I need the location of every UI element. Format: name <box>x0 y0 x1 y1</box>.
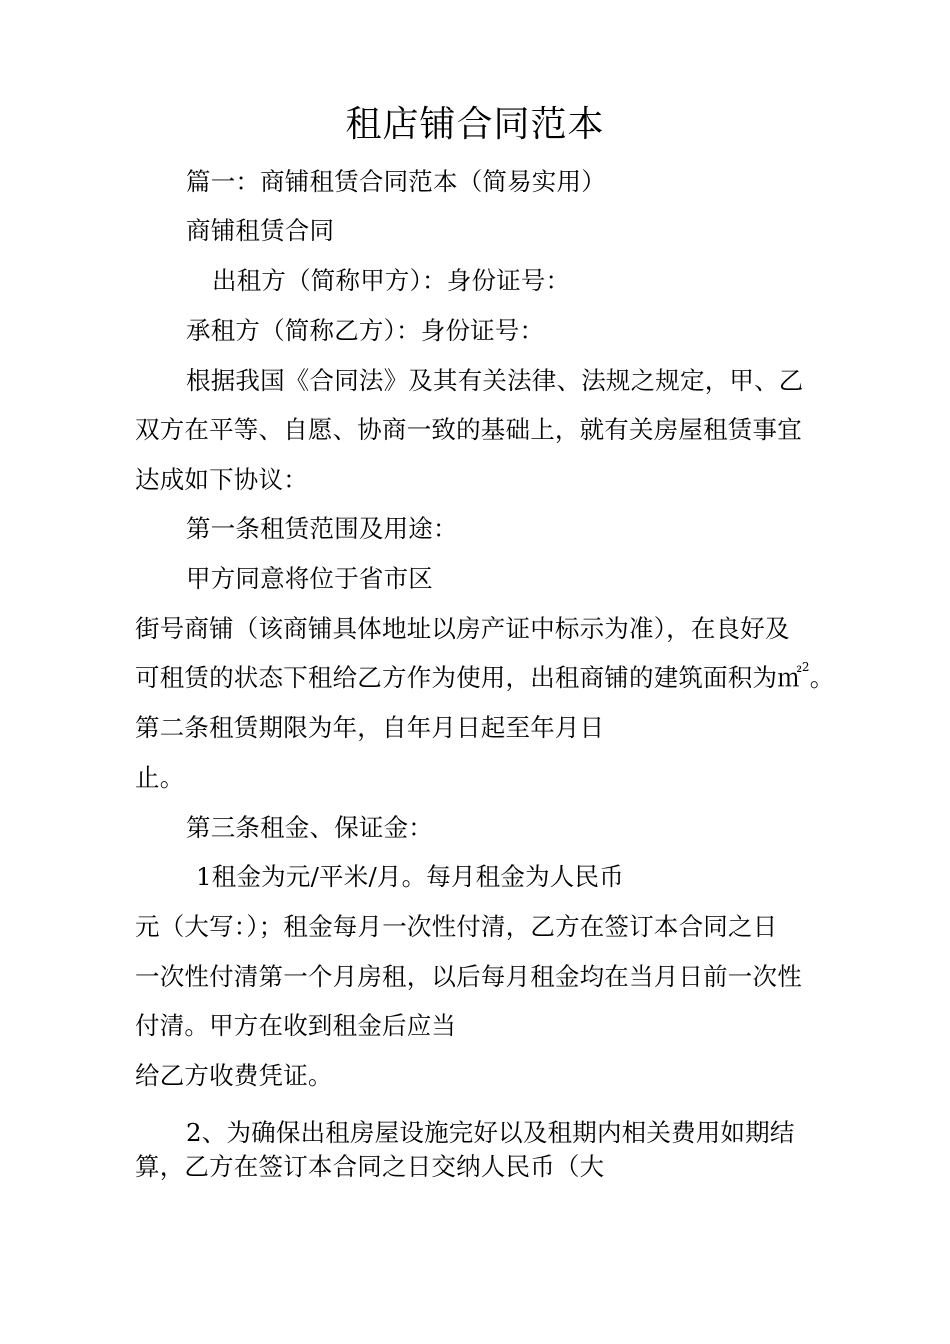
article-heading: 第二条租赁期限为年，自年月日起至年月日 <box>135 713 605 742</box>
lessee-line: 承租方（简称乙方）：身份证号： <box>186 316 545 345</box>
paragraph-line: 一次性付清第一个月房租，以后每月租金均在当月日前一次性 <box>135 962 802 991</box>
paragraph-line: 双方在平等、自愿、协商一致的基础上，就有关房屋租赁事宜 <box>135 415 802 444</box>
paragraph-line: 达成如下协议： <box>135 465 308 494</box>
paragraph-line: 给乙方收费凭证。 <box>135 1061 333 1090</box>
area-superscript: 2 <box>801 660 810 674</box>
paragraph-line: 止。 <box>135 763 185 792</box>
paragraph-line: 甲方同意将位于省市区 <box>186 564 433 593</box>
paragraph-line: 算，乙方在签订本合同之日交纳人民币（大 <box>135 1152 605 1181</box>
section-heading: 篇一：商铺租赁合同范本（简易实用） <box>186 167 606 196</box>
paragraph-line: 根据我国《合同法》及其有关法律、法规之规定，甲、乙 <box>186 366 804 395</box>
paragraph-line: 付清。甲方在收到租金后应当 <box>135 1011 457 1040</box>
paragraph-line <box>135 661 834 695</box>
paragraph-line: 街号商铺（该商铺具体地址以房产证中标示为准），在良好及 <box>135 614 790 643</box>
paragraph-line: 1租金为元/平米/月。每月租金为人民币 <box>196 862 624 891</box>
area-text: 可租赁的状态下租给乙方作为使用，出租商铺的建筑面积为㎡ <box>135 663 802 692</box>
paragraph-line: 2、为确保出租房屋设施完好以及租期内相关费用如期结 <box>186 1118 795 1147</box>
article-heading: 第一条租赁范围及用途： <box>186 514 458 543</box>
contract-name: 商铺租赁合同 <box>186 216 335 245</box>
area-suffix: 。 <box>809 663 835 692</box>
paragraph-line: 元（大写：）；租金每月一次性付清，乙方在签订本合同之日 <box>135 912 778 941</box>
document-title: 租店铺合同范本 <box>345 104 605 145</box>
lessor-line: 出租方（简称甲方）：身份证号： <box>212 266 571 295</box>
article-heading: 第三条租金、保证金： <box>186 813 433 842</box>
